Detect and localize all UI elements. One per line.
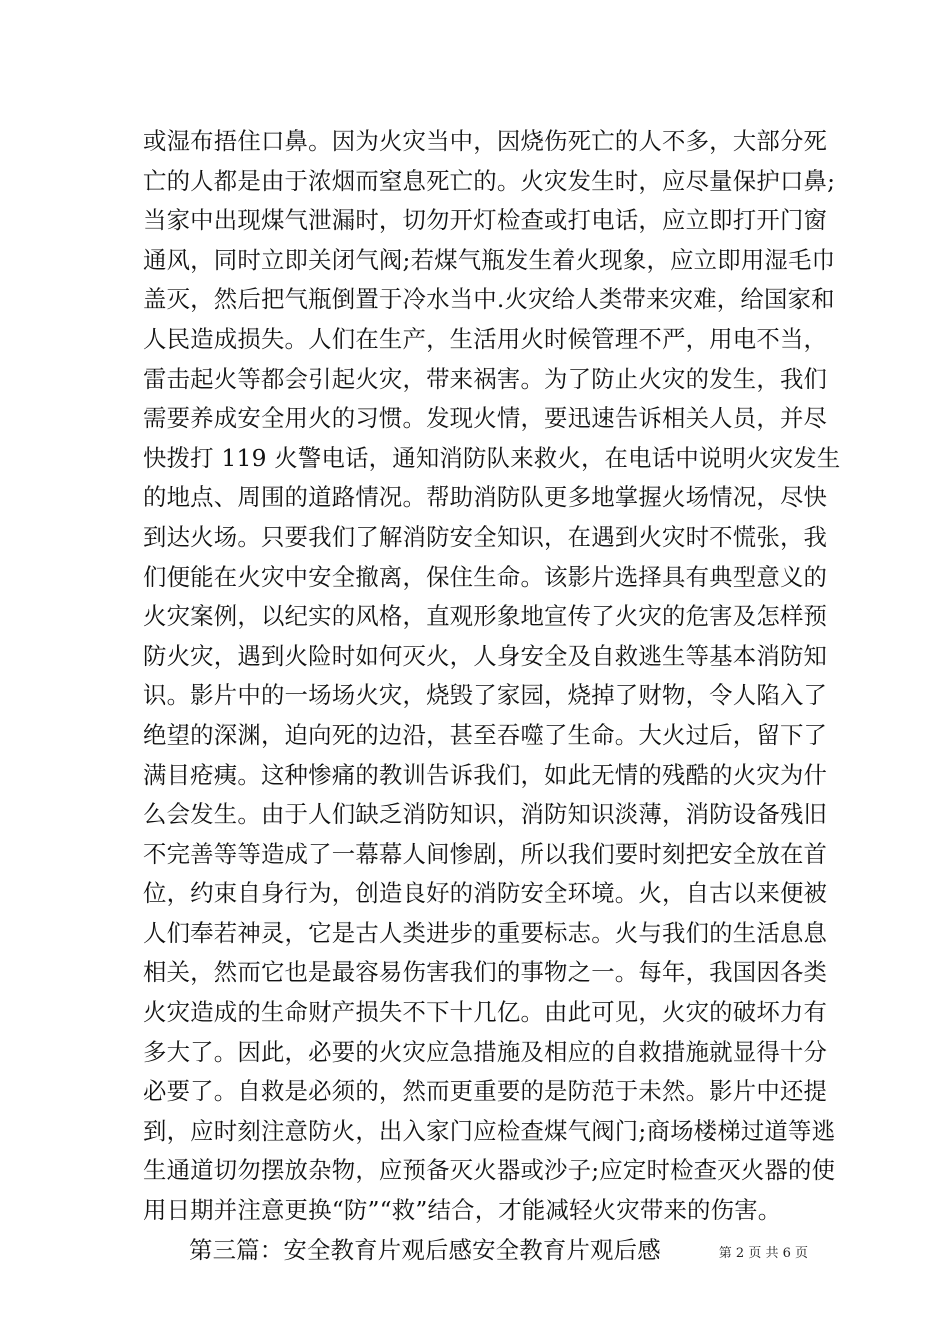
text-line: 到，应时刻注意防火，出入家门应检查煤气阀门;商场楼梯过道等逃 xyxy=(143,1116,836,1145)
page-number-footer: 第 2 页 共 6 页 xyxy=(718,1246,808,1261)
text-line: 人民造成损失。人们在生产，生活用火时候管理不严，用电不当， xyxy=(143,324,828,353)
text-line: 到达火场。只要我们了解消防安全知识，在遇到火灾时不慌张，我 xyxy=(143,522,828,551)
text-line: 用日期并注意更换“防”“救”结合，才能减轻火灾带来的伤害。 xyxy=(143,1196,782,1225)
text-line: 么会发生。由于人们缺乏消防知识，消防知识淡薄，消防设备残旧 xyxy=(143,800,828,829)
text-line: 识。影片中的一场场火灾，烧毁了家园，烧掉了财物，令人陷入了 xyxy=(143,681,828,710)
text-line: 亡的人都是由于浓烟而窒息死亡的。火灾发生时，应尽量保护口鼻; xyxy=(143,166,836,195)
text-line: 火灾案例，以纪实的风格，直观形象地宣传了火灾的危害及怎样预 xyxy=(143,602,828,631)
text-line: 火灾造成的生命财产损失不下十几亿。由此可见，火灾的破坏力有 xyxy=(143,998,828,1027)
text-line: 盖灭，然后把气瓶倒置于冷水当中.火灾给人类带来灾难，给国家和 xyxy=(143,285,835,314)
text-line: 相关，然而它也是最容易伤害我们的事物之一。每年，我国因各类 xyxy=(143,958,828,987)
text-line: 不完善等等造成了一幕幕人间惨剧，所以我们要时刻把安全放在首 xyxy=(143,839,828,868)
text-line: 需要养成安全用火的习惯。发现火情，要迅速告诉相关人员，并尽 xyxy=(143,404,828,433)
text-line: 们便能在火灾中安全撤离，保住生命。该影片选择具有典型意义的 xyxy=(143,562,828,591)
text-line: 快拨打 119 火警电话，通知消防队来救火，在电话中说明火灾发生 xyxy=(143,443,841,472)
text-line: 绝望的深渊，迫向死的边沿，甚至吞噬了生命。大火过后，留下了 xyxy=(143,720,828,749)
text-line: 满目疮痍。这种惨痛的教训告诉我们，如此无情的残酷的火灾为什 xyxy=(143,760,828,789)
section-heading: 第三篇：安全教育片观后感安全教育片观后感 xyxy=(189,1235,661,1264)
text-line: 多大了。因此，必要的火灾应急措施及相应的自救措施就显得十分 xyxy=(143,1037,828,1066)
text-line: 或湿布捂住口鼻。因为火灾当中，因烧伤死亡的人不多，大部分死 xyxy=(143,127,828,155)
text-line: 必要了。自救是必须的，然而更重要的是防范于未然。影片中还提 xyxy=(143,1077,828,1106)
body-text xyxy=(143,122,841,1270)
text-line: 位，约束自身行为，创造良好的消防安全环境。火，自古以来便被 xyxy=(143,879,828,908)
text-line: 的地点、周围的道路情况。帮助消防队更多地掌握火场情况，尽快 xyxy=(143,483,828,512)
text-line: 雷击起火等都会引起火灾，带来祸害。为了防止火灾的发生，我们 xyxy=(143,364,828,393)
text-line: 生通道切勿摆放杂物，应预备灭火器或沙子;应定时检查灭火器的使 xyxy=(143,1156,836,1185)
text-line: 人们奉若神灵，它是古人类进步的重要标志。火与我们的生活息息 xyxy=(143,918,828,947)
text-line: 防火灾，遇到火险时如何灭火，人身安全及自救逃生等基本消防知 xyxy=(143,641,828,670)
text-line: 当家中出现煤气泄漏时，切勿开灯检查或打电话，应立即打开门窗 xyxy=(143,206,828,235)
text-line: 通风，同时立即关闭气阀;若煤气瓶发生着火现象，应立即用湿毛巾 xyxy=(143,245,836,274)
